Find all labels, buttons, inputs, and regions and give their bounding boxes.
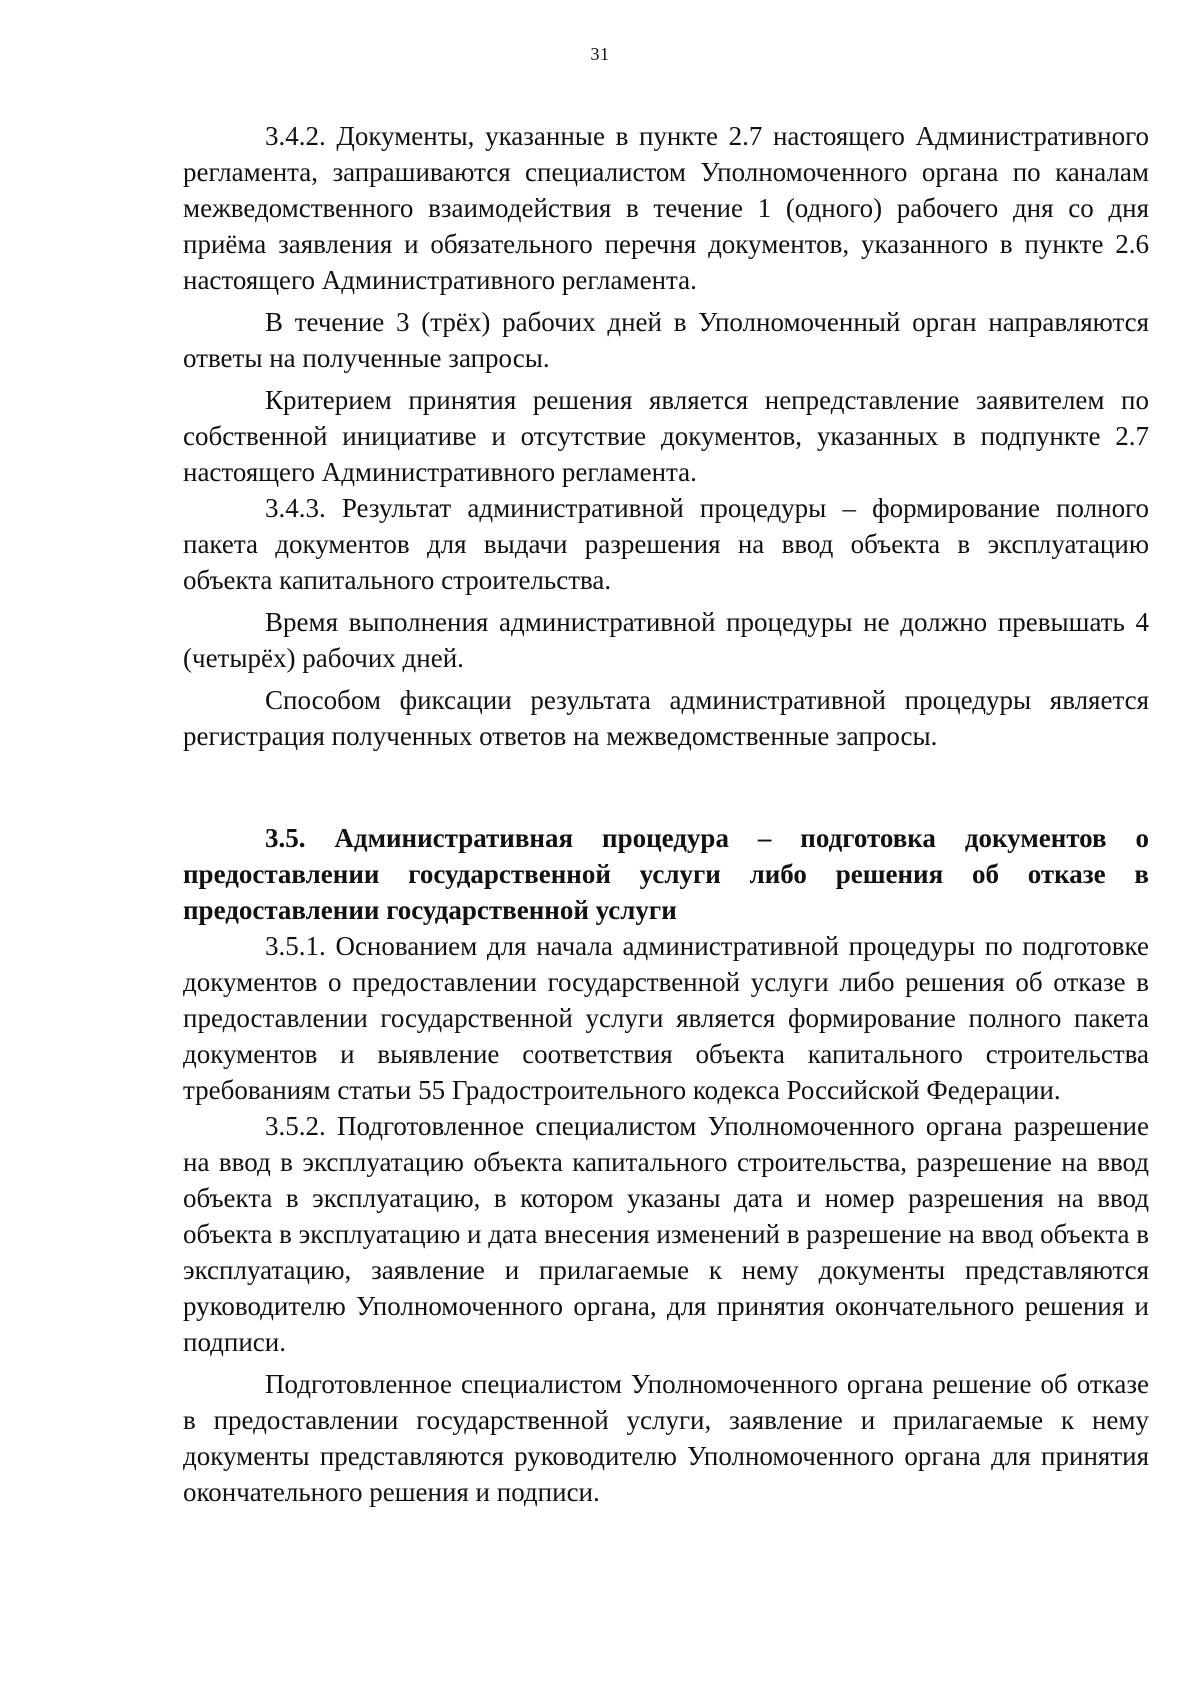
paragraph-responses-deadline: В течение 3 (трёх) рабочих дней в Уполномоченный орган направляются ответы на полученные запросы.	[183, 307, 1149, 373]
paragraph-3-5-2: 3.5.2. Подготовленное специалистом Уполномоченного органа разрешение на ввод в эксплуатацию объекта капитального строительства, разрешение на ввод объекта в эксплуатацию, в котором указаны дата и номер разрешения на ввод объекта в эксплуатацию и дата внесения изменений в разрешение на ввод объекта в эксплуатацию, заявление и прилагаемые к нему документы представляются руководителю Уполномоченного органа, для принятия окончательного решения и подписи.	[183, 1111, 1149, 1357]
paragraph-3-4-2: 3.4.2. Документы, указанные в пункте 2.7 настоящего Административного регламента, запрашиваются специалистом Уполномоченного органа по каналам межведомственного взаимодействия в течение 1 (одного) рабочего дня со дня приёма заявления и обязательного перечня документов, указанного в пункте 2.6 настоящего Административного регламента.	[183, 121, 1149, 295]
paragraph-refusal-decision: Подготовленное специалистом Уполномоченного органа решение об отказе в предоставлении государственной услуги, заявление и прилагаемые к нему документы представляются руководителю Уполномоченного органа для принятия окончательного решения и подписи.	[183, 1369, 1149, 1507]
paragraph-3-4-3: 3.4.3. Результат административной процедуры – формирование полного пакета документов для выдачи разрешения на ввод объекта в эксплуатацию объекта капитального строительства.	[183, 493, 1149, 595]
paragraph-fixation-method: Способом фиксации результата административной процедуры является регистрация полученных ответов на межведомственные запросы.	[183, 685, 1149, 751]
paragraph-decision-criterion: Критерием принятия решения является непредставление заявителем по собственной инициативе и отсутствие документов, указанных в подпункте 2.7 настоящего Административного регламента.	[183, 385, 1149, 487]
document-body	[183, 118, 1149, 1510]
section-heading-3-5: 3.5. Административная процедура – подготовка документов о предоставлении государственной услуги либо решения об отказе в предоставлении государственной услуги	[183, 823, 1149, 925]
paragraph-execution-time: Время выполнения административной процедуры не должно превышать 4 (четырёх) рабочих дней.	[183, 607, 1149, 673]
paragraph-3-5-1: 3.5.1. Основанием для начала административной процедуры по подготовке документов о предоставлении государственной услуги либо решения об отказе в предоставлении государственной услуги является формирование полного пакета документов и выявление соответствия объекта капитального строительства требованиям статьи 55 Градостроительного кодекса Российской Федерации.	[183, 931, 1149, 1105]
page-number: 31	[590, 44, 610, 64]
